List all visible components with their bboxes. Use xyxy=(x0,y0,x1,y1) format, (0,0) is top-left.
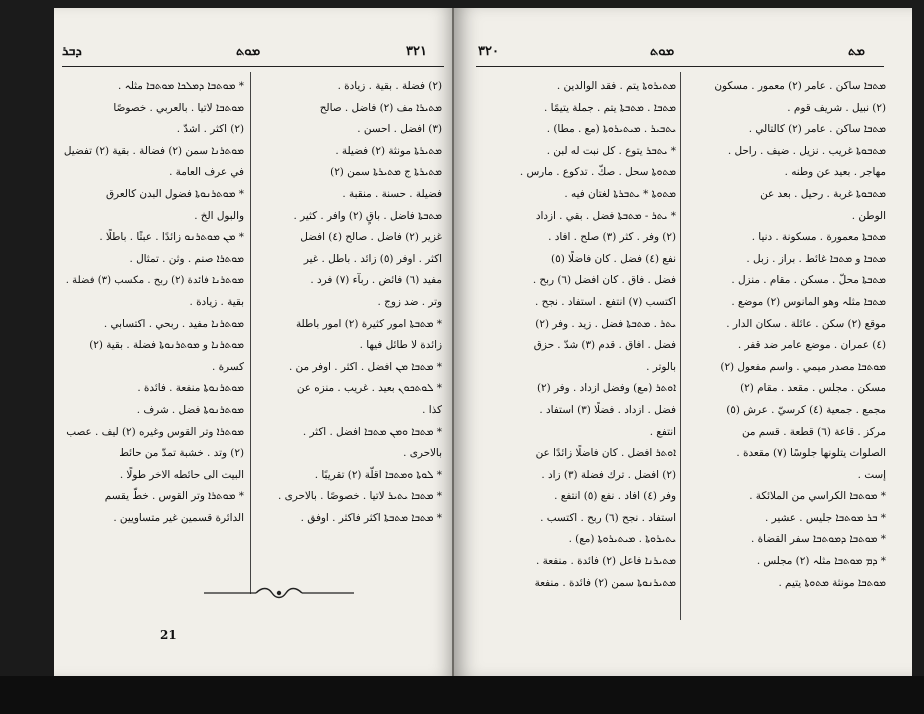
entry-line: ܡܘܬܪܢܘܬܐ منفعة . فائدة . xyxy=(137,382,244,395)
entry-line: مجمع . جمعية (٤) كرسيّ . عرش (٥) xyxy=(726,403,886,416)
left-header-page-number: ٣٢١ xyxy=(406,44,427,59)
right-header-page-number: ٣٢٠ xyxy=(478,44,499,59)
entry-line: * ܡܘܬܒܐ ܕܡܘܬܒܐ سفر القضاة . xyxy=(751,533,886,546)
entry-line: كسرة . xyxy=(212,360,244,373)
entry-line: ܡܬܝܪܢܐ فاعل (٢) فائدة . منفعة . xyxy=(536,555,676,568)
entry-line: ܡܬܒܐ . ܡܬܒܬܐ يتم . جملة يتيمًا . xyxy=(544,101,676,114)
entry-line: الدائرة قسمين غير متساويين . xyxy=(113,511,244,524)
entry-line: ܡܬܝܪܬܐ ج ܡܬܝܪܬܐ سمن (٢) xyxy=(330,166,442,179)
entry-line: ܡܬܒܐ مثلہ وهو المانوس (٢) موضع . xyxy=(731,295,886,308)
entry-line: ܡܘܬܪܢܐ و ܡܘܬܪܢܘܬܐ فضلة . بقية (٢) xyxy=(89,339,244,352)
entry-line: * ܠܘܬܟܘܢ بعيد . غريب . منزه عن xyxy=(296,382,442,395)
entry-line: البيت الى حائطه الاخر طولًا . xyxy=(119,468,244,481)
entry-line: ܡܬܒܬܐ محلّ . مسكن . مقام . منزل . xyxy=(731,274,886,287)
entry-line: * ܡܘܬܪܐ وتر القوس . خطّ يقسم xyxy=(104,490,244,503)
entry-line: ܡܘܬܪܢܐ مفيد . ربحي . اكتسابي . xyxy=(103,317,244,330)
left-page xyxy=(54,8,454,676)
entry-line: ܡܬܘܬܐ * ܝܬܒܪܬܐ لغتان فيه . xyxy=(564,187,676,200)
left-column-inner xyxy=(256,76,442,529)
entry-line: ܡܬܒܬܐ معمورة . مسكونة . دنيا . xyxy=(751,231,886,244)
right-page xyxy=(454,8,912,676)
entry-line: ܡܘܬܒܐ مونثة ܡܬܘܬܐ يتيم . xyxy=(778,576,886,589)
entry-line: (٢) وتد . خشبة تمدّ من حائط xyxy=(119,447,244,460)
entry-line: موقع (٢) سكن . عائلة . سكان الدار . xyxy=(726,317,886,330)
entry-line: ܡܬܒܐ و ܡܬܒܐ غائط . براز . زبل . xyxy=(746,252,886,265)
column-divider xyxy=(250,72,251,594)
end-ornament-icon xyxy=(204,586,354,600)
entry-line: فضل . ازداد . فضلًا (٣) استفاد . xyxy=(539,403,676,416)
entry-line: اكتسب (٧) انتفع . استفاد . نجح . xyxy=(535,295,676,308)
left-header-left: ܕܒܪ xyxy=(62,44,82,59)
entry-line: ܝܬܪ . ܡܬܒܬܐ فضل . زيد . وفر (٢) xyxy=(535,317,676,330)
entry-line: ܝܬܝܪܘܬܐ . ܡܝܬܝܪܘܬܐ (مع) . xyxy=(568,533,676,546)
right-column-inner xyxy=(480,76,676,594)
entry-line: وتر . ضد زوج . xyxy=(377,295,442,308)
header-rule xyxy=(62,66,444,67)
entry-line: استفاد . نجح (٦) ربح . اكتسب . xyxy=(540,511,676,524)
entry-line: (٢) افضل . ترك فضلة (٣) زاد . xyxy=(541,468,676,481)
entry-line: * ܡܘܬܒܐ الكراسي من الملائكة . xyxy=(749,490,886,503)
entry-line: (٣) افضل . احسن . xyxy=(357,123,442,136)
entry-line: ܡܬܝܪܢܘܬܐ سمن (٢) فائدة . منفعة xyxy=(534,576,676,589)
entry-line: ܡܬܝܪܬܐ مونثة (٢) فضيلة . xyxy=(335,144,442,157)
entry-line: الوطن . xyxy=(851,209,886,222)
entry-line: ܐܘܬܪ افضل . كان فاضلًا زائدًا عن xyxy=(535,447,676,460)
entry-line: زائدة لا طائل فيها . xyxy=(359,339,442,352)
entry-line: الصلوات يتلونها جلوسًا (٧) مقعدة . xyxy=(736,447,886,460)
entry-line: بالوتر . xyxy=(646,360,676,373)
entry-line: ܡܬܘܬܐ سحل . صكّ . تدكوع . مارس . xyxy=(519,166,676,179)
entry-line: * ܕܡ ܡܘܬܒܐ مثلہ (٢) مجلس . xyxy=(756,555,886,568)
right-column-outer xyxy=(686,76,886,594)
right-header-right: ܡܬ xyxy=(848,44,865,59)
entry-line: انتفع . xyxy=(649,425,676,438)
entry-line: * ܡܬܒܐ ܡܬܒܬܐ اكثر فاكثر . اوفق . xyxy=(300,511,442,524)
entry-line: نفع (٤) فضل . كان فاضلًا (٥) xyxy=(551,252,676,265)
column-divider xyxy=(680,72,681,620)
entry-line: بقية . زيادة . xyxy=(189,295,244,308)
entry-line: مسكن . مجلس . مقعد . مقام (٢) xyxy=(740,382,886,395)
entry-line: ܡܬܒܬܐ فاضل . باقٍ (٢) وافر . كثير . xyxy=(293,209,442,222)
entry-line: إست . xyxy=(857,468,886,481)
entry-line: كذا . xyxy=(422,403,442,416)
scan-bottom-shadow xyxy=(0,676,924,714)
entry-line: ܡܘܬܒܐ مصدر ميمي . واسم مفعول (٢) xyxy=(720,360,886,373)
entry-line: ܝܬܒܝܪ . ܡܝܬܝܪܘܬܐ (مع . مطا) . xyxy=(546,123,676,136)
entry-line: ܡܬܒܐ ساكن . عامر (٢) كالتالي . xyxy=(748,123,886,136)
left-header-center: ܡܘܬ xyxy=(236,44,261,59)
entry-line: ܡܬܒܘܬܐ غريب . نزيل . ضيف . راحل . xyxy=(727,144,886,157)
entry-line: ܡܘܬܪܐ صنم . وثن . تمثال . xyxy=(129,252,244,265)
entry-line: مفيد (٦) فائض . ربآء (٧) فرد . xyxy=(310,274,442,287)
entry-line: ܡܘܬܒܐ لاتيا . بالعربي . خصوصًا xyxy=(113,101,244,114)
entry-line: فضيلة . حسنة . منقبة . xyxy=(342,187,442,200)
entry-line: بالاحرى . xyxy=(403,447,442,460)
entry-line: مركز . قاعة (٦) قطعة . قسم من xyxy=(741,425,886,438)
footer-page-number: 21 xyxy=(160,628,177,642)
entry-line: (٢) وفر . كثر (٣) صلح . افاد . xyxy=(548,231,676,244)
entry-line: ܡܬܝܪܐ مف (٢) فاضل . صالح xyxy=(319,101,442,114)
entry-line: * ܡܬܒܬܐ امور كثيرة (٢) امور باطلة xyxy=(295,317,442,330)
entry-line: * ܝܬܪ - ܡܬܒܬܐ فضل . بقي . ازداد xyxy=(535,209,676,222)
entry-line: اكثر . اوفر (٥) زائد . باطل . غير xyxy=(303,252,442,265)
entry-line: (٢) اكثر . اشدّ . xyxy=(176,123,244,136)
entry-line: * ܒܪ ܡܘܬܒܐ جليس . عشير . xyxy=(764,511,886,524)
left-column-outer xyxy=(62,76,244,529)
entry-line: * ܡܘܬܒܐ ܕܡܠܟܐ ܡܘܬܒܐ مثلہ . xyxy=(118,80,244,92)
header-rule xyxy=(476,66,884,67)
entry-line: * ܝܬܒܪ يتوع . كل نبت له لبن . xyxy=(546,144,676,157)
entry-line: (٢) نبيل . شريف قوم . xyxy=(787,101,886,114)
right-header-center: ܡܘܬ xyxy=(650,44,675,59)
entry-line: * ܡܢ ܡܘܬܪܢܘ زائدًا . عبثًا . باطلًا . xyxy=(99,231,244,244)
entry-line: فضل . افاق . قدم (٣) شدّ . حزق xyxy=(533,339,676,352)
entry-line: مهاجر . بعيد عن وطنه . xyxy=(784,166,886,179)
entry-line: (٢) فضلة . بقية . زيادة . xyxy=(337,80,442,92)
entry-line: ܡܘܬܪܢܐ سمن (٢) فضالة . بقية (٢) تفضيل xyxy=(63,144,244,157)
entry-line: ܡܬܝܪܘܬܐ يتم . فقد الوالدين . xyxy=(556,80,676,92)
entry-line: فضل . فاق . كان افضل (٦) ربح . xyxy=(532,274,676,287)
entry-line: * ܡܘܬܪܢܘܬܐ فضول البدن كالعرق xyxy=(105,187,244,200)
entry-line: ܡܘܬܪܢܐ فائدة (٢) ربح . مكسب (٣) فضلة . xyxy=(65,275,244,287)
entry-line: وفر (٤) افاد . نفع (٥) انتفع . xyxy=(554,490,676,503)
entry-line: ܡܘܬܪܢܘܬܐ فضل . شرف . xyxy=(136,403,244,416)
entry-line: * ܡܬܒܐ ܝܬܝܪ لاتيا . خصوصًا . بالاحرى . xyxy=(277,490,442,503)
entry-line: * ܡܬܒܐ ܘܡܢ ܡܬܒܐ افضل . اكثر . xyxy=(302,425,442,438)
entry-line: * ܠܘܬܐ ܘܡܬܒܐ اقلّة (٢) تقريبًا . xyxy=(314,468,442,481)
entry-line: (٤) عمران . موضع عامر ضد قفر . xyxy=(737,339,886,352)
entry-line: ܡܬܒܐ ساكن . عامر (٢) معمور . مسكون xyxy=(714,80,886,92)
entry-line: ܐܘܬܪ (مع) وفضل ازداد . وفر (٢) xyxy=(536,382,676,395)
entry-line: ܡܘܬܪܐ وتر القوس وغيره (٢) ليف . عصب xyxy=(66,425,244,438)
entry-line: ܡܬܒܘܬܐ غربة . رحيل . بعد عن xyxy=(760,187,886,200)
entry-line: في عرف العامة . xyxy=(169,166,244,179)
entry-line: غزير (٢) فاضل . صالح (٤) افضل xyxy=(300,231,442,244)
entry-line: * ܡܬܒܐ ܡܢ افضل . اكثر . اوفر من . xyxy=(288,360,442,373)
entry-line: والبول الخ . xyxy=(194,209,244,222)
